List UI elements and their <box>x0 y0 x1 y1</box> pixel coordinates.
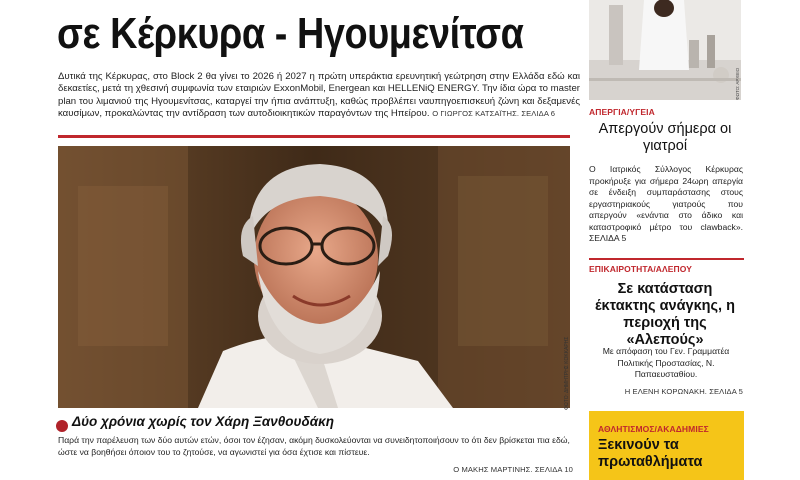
side1-body: Ο Ιατρικός Σύλλογος Κέρκυρας προκήρυξε για σήμερα 24ωρη απεργία σε ένδειξη συμπαράστασης στους εργαστηριακούς γιατρούς που απεργούν «ενάντια στο άδικο και καταστροφικό μέτρο του clawback». ΣΕΛΙΔΑ 5 <box>589 164 743 243</box>
side2-kicker: ΕΠΙΚΑΙΡΟΤΗΤΑ/ΑΛΕΠΟΥ <box>589 264 693 274</box>
lead-text: Δυτικά της Κέρκυρας, στο Block 2 θα γίνει το 2026 ή 2027 η πρώτη υπεράκτια ερευνητική γεώτρηση στην Ελλάδα εδώ και δεκαετίες, μετά τη χθεσινή συμφωνία των εταιριών ExxonMobil, Energean και HELLENiQ ENERGY. Την ίδια ώρα το master plan του λιμανιού της Ηγουμενίτσας, καταργεί την ήπια ανάπτυξη, καθώς προβλέπει ναυπηγοεπισκευή ζώνη και δεξαμενές καυσίμων, προκαλώντας την αντίδραση των αυτοδιοικητικών παραγόντων της Ηπείρου. <box>58 71 580 119</box>
portrait-photo[interactable] <box>58 146 570 408</box>
side-divider <box>589 258 744 260</box>
lab-photo[interactable] <box>589 0 741 100</box>
photo-credit <box>564 330 574 410</box>
caption-byline: Ο ΜΑΚΗΣ ΜΑΡΤΙΝΗΣ. ΣΕΛΙΔΑ 10 <box>453 465 573 474</box>
bullet-icon <box>56 420 68 432</box>
page-headline[interactable]: σε Κέρκυρα - Ηγουμενίτσα <box>57 9 524 58</box>
caption-title[interactable]: Δύο χρόνια χωρίς τον Χάρη Ξανθουδάκη <box>72 414 334 429</box>
portrait-illustration <box>58 146 570 408</box>
side2-body: Με απόφαση του Γεν. Γραμματέα Πολιτικής Προστασίας, Ν. Παπαευσταθίου. <box>602 346 730 379</box>
side3-title[interactable]: Ξεκινούν τα πρωταθλήματα <box>598 437 703 470</box>
side3-kicker: ΑΘΛΗΤΙΣΜΟΣ/ΑΚΑΔΗΜΙΕΣ <box>598 424 709 434</box>
lead-byline: Ο ΓΙΩΡΓΟΣ ΚΑΤΣΑΪΤΗΣ. ΣΕΛΙΔΑ 6 <box>432 108 556 118</box>
lab-photo-credit-text: ΦΩΤΟ: ΑΡΧΕΙΟ <box>735 67 740 100</box>
lead-article[interactable] <box>58 71 580 120</box>
side1-title[interactable]: Απεργούν σήμερα οι γιατροί <box>598 121 732 154</box>
caption-text: Παρά την παρέλευση των δύο αυτών ετών, όσοι τον έζησαν, ακόμη δυσκολεύονται να συνειδητοποιήσουν το ότι δεν βρίσκεται πια εδώ, ώστε να βοηθήσει όποιον του το ζητούσε, να αγωνιστεί για όσα έχτισε και πίστευε. <box>58 435 570 457</box>
lab-photo-credit <box>735 60 743 100</box>
side1-kicker: ΑΠΕΡΓΙΑ/ΥΓΕΙΑ <box>589 107 655 117</box>
lab-illustration <box>589 0 741 100</box>
side2-byline: Η ΕΛΕΝΗ ΚΟΡΩΝΑΚΗ. ΣΕΛΙΔΑ 5 <box>624 387 743 396</box>
side2-title[interactable]: Σε κατάσταση έκτακτης ανάγκης, η περιοχή της «Αλεπούς» <box>595 281 735 348</box>
section-divider <box>58 135 570 138</box>
photo-credit-text: ΦΩΤΟ: ΔΗΜΗΤΡΗΣ ΚΟΚΚΑΡΗΣ <box>564 336 570 410</box>
